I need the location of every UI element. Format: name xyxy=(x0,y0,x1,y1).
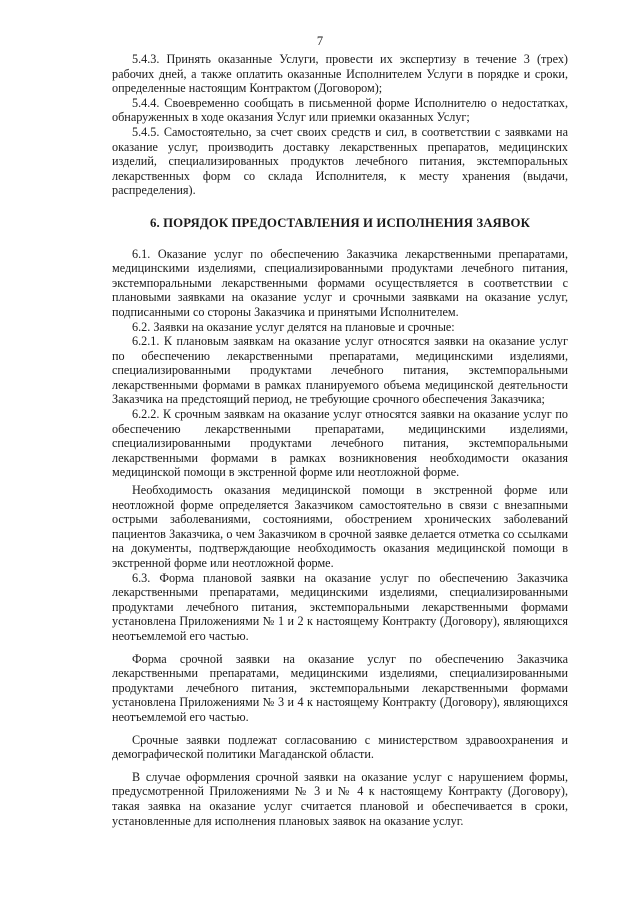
paragraph-form-violation: В случае оформления срочной заявки на оказание услуг с нарушением формы, предусмотренной Приложениями № 3 и № 4 к настоящему Контракту (Договору), такая заявка на оказание услуг считается плановой и обеспечивается в сроки, установленные для исполнения плановых заявок на оказание услуг. xyxy=(112,769,568,828)
document-body xyxy=(112,52,568,828)
clause-6-2: 6.2. Заявки на оказание услуг делятся на плановые и срочные: xyxy=(132,319,455,334)
clause-5-4-4: 5.4.4. Своевременно сообщать в письменной форме Исполнителю о недостатках, обнаруженных в ходе оказания Услуг или приемки оказанных Услуг; xyxy=(112,95,568,125)
clause-6-1: 6.1. Оказание услуг по обеспечению Заказчика лекарственными препаратами, медицинскими изделиями, специализированными продуктами лечебного питания, экстемпоральными лекарственными формами осуществляется в соответствии с плановыми заявками на оказание услуг и срочными заявками на оказание услуг, подписанными со стороны Заказчика и принятыми Исполнителем. xyxy=(112,246,568,319)
clause-5-4-5: 5.4.5. Самостоятельно, за счет своих средств и сил, в соответствии с заявками на оказание услуг, производить доставку лекарственных препаратов, медицинских изделий, специализированных продуктов лечебного питания, экстемпоральных лекарственных форм со склада Исполнителя, к месту хранения (выдачи, распределения). xyxy=(112,124,568,198)
page-number: 7 xyxy=(316,34,324,48)
paragraph-urgent-form: Форма срочной заявки на оказание услуг по обеспечению Заказчика лекарственными препаратами, медицинскими изделиями, специализированными продуктами лечебного питания, экстемпоральными лекарственными формами установлена Приложениями № 3 и 4 к настоящему Контракту (Договору), являющихся неотъемлемой его частью. xyxy=(112,651,568,724)
clause-6-2-2: 6.2.2. К срочным заявкам на оказание услуг относятся заявки на оказание услуг по обеспечению лекарственными препаратами, медицинскими изделиями, специализированными продуктами лечебного питания, экстемпоральными лекарственными формами в рамках возникновения необходимости оказания медицинской помощи в экстренной форме или неотложной форме. xyxy=(112,407,568,480)
clause-5-4-3: 5.4.3. Принять оказанные Услуги, провести их экспертизу в течение 3 (трех) рабочих дней, а также оплатить оказанные Исполнителем Услуги в порядке и сроки, определенные настоящим Контрактом (Договором); xyxy=(112,52,568,96)
paragraph-emergency-necessity: Необходимость оказания медицинской помощи в экстренной форме или неотложной форме определяется Заказчиком самостоятельно в связи с внезапными острыми заболеваниями, состояниями, обострением хронических заболеваний пациентов Заказчика, о чем Заказчиком в срочной заявке делается отметка со ссылками на документы, подтверждающие необходимость оказания медицинской помощи в экстренной форме или неотложной форме. xyxy=(112,483,568,570)
clause-6-3: 6.3. Форма плановой заявки на оказание услуг по обеспечению Заказчика лекарственными препаратами, медицинскими изделиями, специализированными продуктами лечебного питания, экстемпоральными лекарственными формами установлена Приложениями № 1 и 2 к настоящему Контракту (Договору), являющихся неотъемлемой его частью. xyxy=(112,570,568,643)
clause-6-2-1: 6.2.1. К плановым заявкам на оказание услуг относятся заявки на оказание услуг по обеспечению лекарственными препаратами, медицинскими изделиями, специализированными продуктами лечебного питания, экстемпоральными лекарственными формами в рамках планируемого объема медицинской деятельности Заказчика на предстоящий период, не требующие срочного обеспечения Заказчика; xyxy=(112,334,568,407)
paragraph-urgent-approval: Срочные заявки подлежат согласованию с министерством здравоохранения и демографической политики Магаданской области. xyxy=(112,732,568,762)
section-heading: 6. ПОРЯДОК ПРЕДОСТАВЛЕНИЯ И ИСПОЛНЕНИЯ ЗАЯВОК xyxy=(150,215,530,230)
